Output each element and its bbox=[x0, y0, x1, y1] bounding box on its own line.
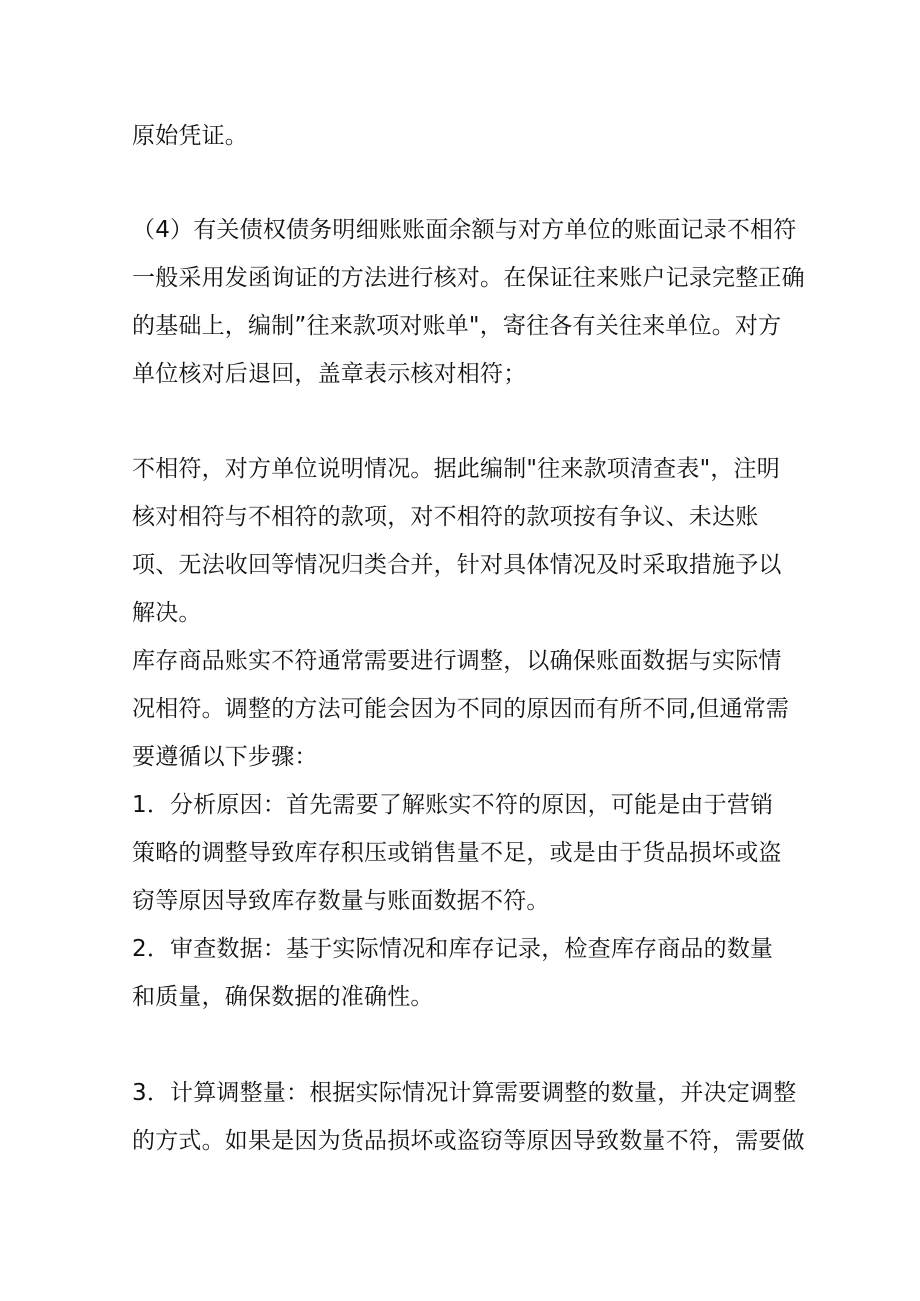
text-line: 核对相符与不相符的款项，对不相符的款项按有争议、未达账 bbox=[132, 504, 759, 530]
text-line: 一般采用发函询证的方法进行核对。在保证往来账户记录完整正确 bbox=[132, 265, 805, 291]
text-line: 库存商品账实不符通常需要进行调整，以确保账面数据与实际情 bbox=[132, 648, 782, 674]
text-line: 项、无法收回等情况归类合并，针对具体情况及时采取措施予以 bbox=[132, 552, 782, 578]
text-line: 1．分析原因：首先需要了解账实不符的原因，可能是由于营销 bbox=[132, 792, 774, 818]
text-line: 的方式。如果是因为货品损坏或盗窃等原因导致数量不符，需要做 bbox=[132, 1128, 805, 1154]
text-line: 单位核对后退回，盖章表示核对相符； bbox=[132, 361, 527, 387]
text-line: （4）有关债权债务明细账账面余额与对方单位的账面记录不相符 bbox=[132, 217, 797, 243]
text-line: 2．审查数据：基于实际情况和库存记录，检查库存商品的数量 bbox=[132, 936, 774, 962]
text-line: 策略的调整导致库存积压或销售量不足，或是由于货品损坏或盗 bbox=[132, 840, 782, 866]
text-line: 况相符。调整的方法可能会因为不同的原因而有所不同,但通常需 bbox=[132, 696, 790, 722]
text-line: 窃等原因导致库存数量与账面数据不符。 bbox=[132, 888, 550, 914]
text-line: 3．计算调整量：根据实际情况计算需要调整的数量，并决定调整 bbox=[132, 1080, 797, 1106]
text-line: 要遵循以下步骤： bbox=[132, 744, 318, 770]
text-line: 和质量，确保数据的准确性。 bbox=[132, 984, 434, 1010]
text-line: 解决。 bbox=[132, 600, 202, 626]
text-line: 的基础上，编制”往来款项对账单"，寄往各有关往来单位。对方 bbox=[132, 313, 782, 339]
text-line: 不相符，对方单位说明情况。据此编制"往来款项清查表"，注明 bbox=[132, 456, 780, 482]
text-line: 原始凭证。 bbox=[132, 123, 248, 149]
